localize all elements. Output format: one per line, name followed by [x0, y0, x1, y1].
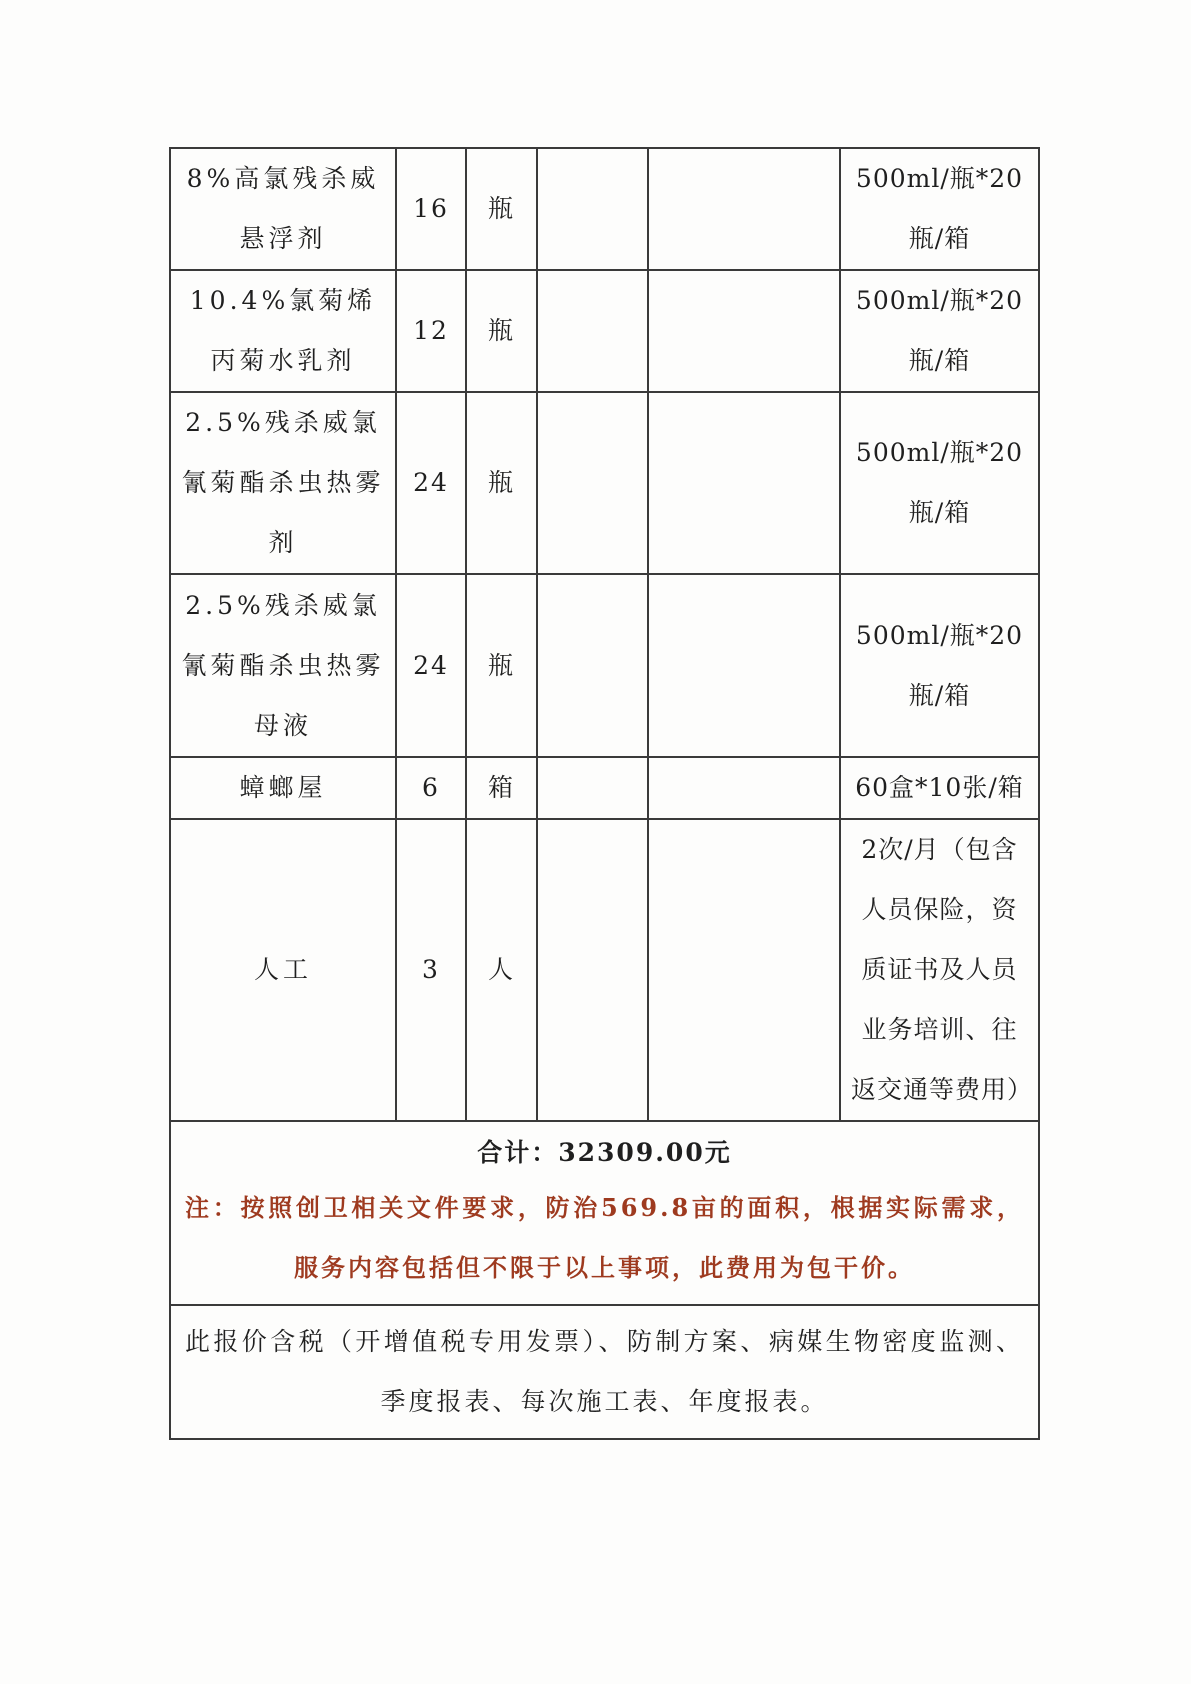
item-name: 2.5%残杀威氯氰菊酯杀虫热雾剂	[170, 392, 396, 574]
item-price	[537, 270, 648, 392]
footer-cell	[170, 1305, 1039, 1439]
item-price	[537, 148, 648, 270]
item-name: 8%高氯残杀威悬浮剂	[170, 148, 396, 270]
item-spec: 500ml/瓶*20瓶/箱	[840, 148, 1039, 270]
table-row	[170, 574, 1039, 757]
item-quantity: 24	[396, 392, 466, 574]
quotation-table	[169, 147, 1040, 1440]
item-quantity: 12	[396, 270, 466, 392]
table-row	[170, 819, 1039, 1121]
item-amount	[648, 270, 840, 392]
table-row	[170, 392, 1039, 574]
item-quantity: 16	[396, 148, 466, 270]
total-cell	[170, 1121, 1039, 1305]
item-price	[537, 392, 648, 574]
item-price	[537, 819, 648, 1121]
item-unit: 箱	[466, 757, 537, 819]
item-amount	[648, 819, 840, 1121]
item-amount	[648, 757, 840, 819]
item-spec: 2次/月（包含人员保险，资质证书及人员业务培训、往返交通等费用）	[840, 819, 1039, 1121]
item-amount	[648, 574, 840, 757]
item-price	[537, 574, 648, 757]
item-spec: 500ml/瓶*20瓶/箱	[840, 574, 1039, 757]
tax-note: 此报价含税（开增值税专用发票）、防制方案、病媒生物密度监测、季度报表、每次施工表、年度报表。	[185, 1327, 1024, 1416]
item-quantity: 24	[396, 574, 466, 757]
item-amount	[648, 148, 840, 270]
item-name: 人工	[170, 819, 396, 1121]
item-unit: 瓶	[466, 392, 537, 574]
total-amount: 合计：32309.00元	[477, 1138, 732, 1167]
item-unit: 瓶	[466, 270, 537, 392]
item-unit: 人	[466, 819, 537, 1121]
table-row	[170, 270, 1039, 392]
table-row	[170, 148, 1039, 270]
item-name: 蟑螂屋	[170, 757, 396, 819]
item-quantity: 6	[396, 757, 466, 819]
total-row	[170, 1121, 1039, 1305]
table-row	[170, 757, 1039, 819]
item-spec: 500ml/瓶*20瓶/箱	[840, 270, 1039, 392]
item-amount	[648, 392, 840, 574]
item-unit: 瓶	[466, 574, 537, 757]
item-price	[537, 757, 648, 819]
item-name: 2.5%残杀威氯氰菊酯杀虫热雾母液	[170, 574, 396, 757]
service-note: 注：按照创卫相关文件要求，防治569.8亩的面积，根据实际需求，服务内容包括但不限于以上事项，此费用为包干价。	[185, 1193, 1024, 1282]
item-quantity: 3	[396, 819, 466, 1121]
item-spec: 500ml/瓶*20瓶/箱	[840, 392, 1039, 574]
footer-row	[170, 1305, 1039, 1439]
item-unit: 瓶	[466, 148, 537, 270]
item-spec: 60盒*10张/箱	[840, 757, 1039, 819]
item-name: 10.4%氯菊烯丙菊水乳剂	[170, 270, 396, 392]
